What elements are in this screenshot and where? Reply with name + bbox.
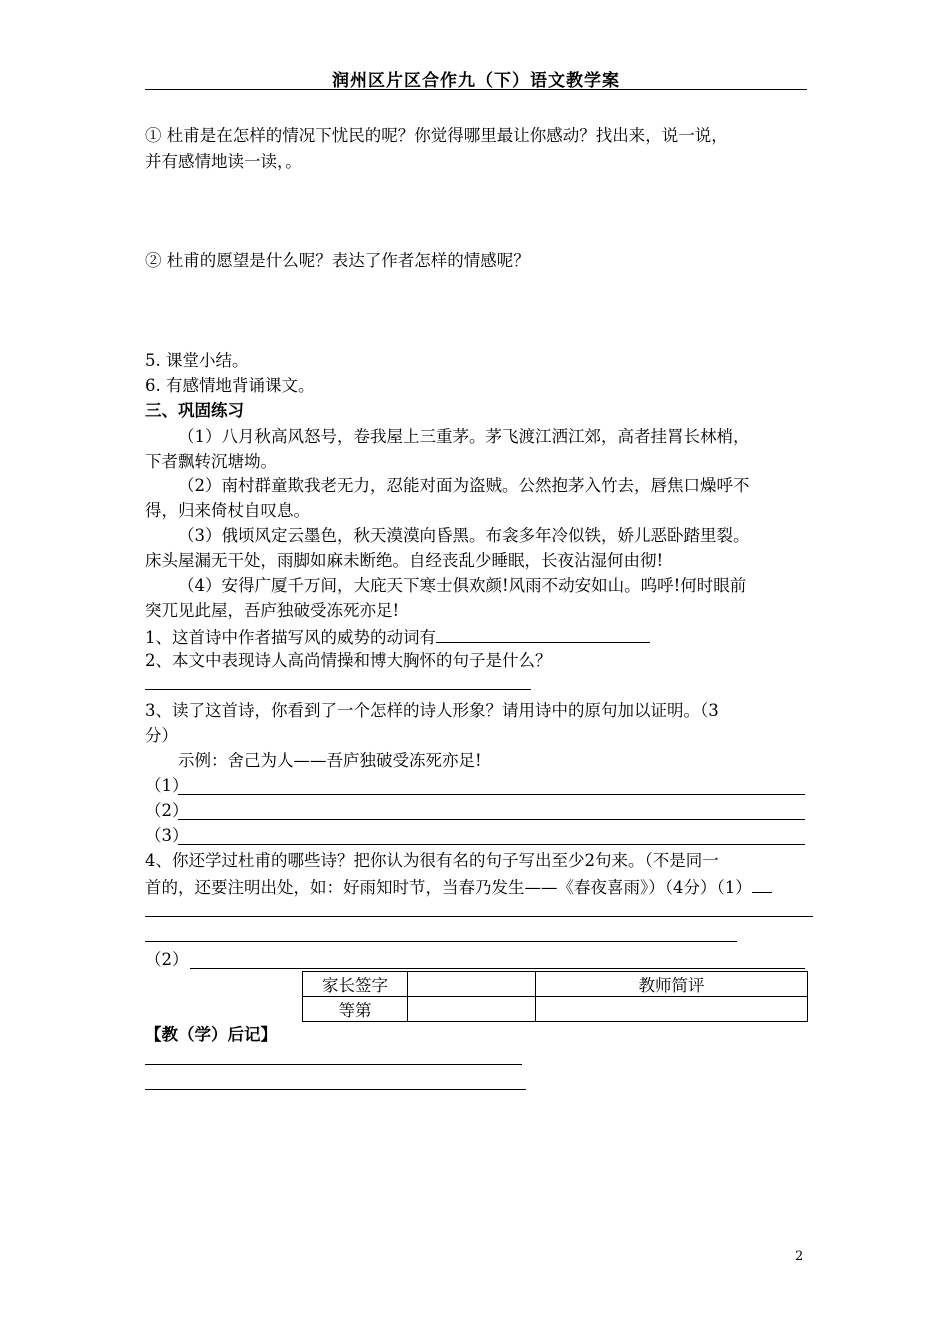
evaluation-table bbox=[302, 971, 808, 1022]
poem-stanza-3-line-1: （3）俄顷风定云墨色，秋天漠漠向昏黑。布衾多年冷似铁，娇儿恶卧踏里裂。 bbox=[178, 526, 750, 545]
header-rule bbox=[145, 89, 807, 90]
question-2: ② 杜甫的愿望是什么呢？表达了作者怎样的情感呢？ bbox=[145, 251, 530, 270]
teacher-comment-label: 教师简评 bbox=[536, 972, 808, 997]
exercise-3-answer-2-label: （2） bbox=[145, 801, 189, 820]
poem-stanza-2-line-1: （2）南村群童欺我老无力，忍能对面为盗贼。公然抱茅入竹去，唇焦口燥呼不 bbox=[178, 476, 750, 495]
poem-stanza-4-line-1: （4）安得广厦千万间，大庇天下寒士俱欢颜!风雨不动安如山。呜呼!何时眼前 bbox=[178, 576, 747, 595]
poem-stanza-4-line-2: 突兀见此屋，吾庐独破受冻死亦足! bbox=[145, 601, 400, 620]
exercise-3-answer-2-line[interactable] bbox=[178, 819, 805, 820]
exercise-1-text: 1、这首诗中作者描写风的威势的动词有 bbox=[145, 628, 436, 647]
poem-stanza-2-line-2: 得，归来倚杖自叹息。 bbox=[145, 501, 310, 520]
exercise-2-answer-line[interactable] bbox=[145, 689, 531, 690]
postscript-heading: 【教（学）后记】 bbox=[145, 1025, 277, 1044]
exercise-3-line-2: 分） bbox=[145, 726, 178, 745]
exercise-2: 2、本文中表现诗人高尚情操和博大胸怀的句子是什么？ bbox=[145, 651, 552, 670]
exercise-4-line-2-text: 首的，还要注明出处，如：好雨知时节，当春乃发生——《春夜喜雨》）（4分）（1） bbox=[145, 878, 752, 897]
section-3-heading: 三、巩固练习 bbox=[145, 401, 244, 420]
step-5: 5. 课堂小结。 bbox=[145, 351, 249, 370]
step-6: 6. 有感情地背诵课文。 bbox=[145, 376, 315, 395]
exercise-3-answer-1-line[interactable] bbox=[178, 794, 805, 795]
question-1-line-2: 并有感情地读一读，。 bbox=[145, 152, 302, 171]
evaluation-row-2 bbox=[303, 997, 808, 1022]
page-number: 2 bbox=[795, 1249, 804, 1264]
exercise-3-answer-3-line[interactable] bbox=[178, 844, 805, 845]
exercise-4-answer-2-line[interactable] bbox=[190, 968, 805, 969]
poem-stanza-1-line-2: 下者飘转沉塘坳。 bbox=[145, 452, 277, 471]
exercise-3-line-1: 3、读了这首诗，你看到了一个怎样的诗人形象？请用诗中的原句加以证明。（3 bbox=[145, 701, 719, 720]
postscript-line-1[interactable] bbox=[145, 1064, 522, 1065]
exercise-4-line-2 bbox=[145, 874, 772, 900]
exercise-4-answer-1-blank[interactable] bbox=[752, 874, 772, 893]
poem-stanza-3-line-2: 床头屋漏无干处，雨脚如麻未断绝。自经丧乱少睡眠，长夜沾湿何由彻! bbox=[145, 551, 664, 570]
exercise-4-line-1: 4、你还学过杜甫的哪些诗？把你认为很有名的句子写出至少2句来。（不是同一 bbox=[145, 851, 719, 870]
exercise-4-answer-2-label: （2） bbox=[145, 950, 189, 969]
exercise-4-answer-1-line-a[interactable] bbox=[145, 916, 813, 917]
parent-signature-label: 家长签字 bbox=[303, 972, 408, 997]
evaluation-row-1 bbox=[303, 972, 808, 997]
exercise-1-answer-blank[interactable] bbox=[436, 624, 650, 643]
exercise-4-answer-1-line-b[interactable] bbox=[145, 941, 737, 942]
exercise-3-answer-3-label: （3） bbox=[145, 826, 189, 845]
parent-signature-cell[interactable] bbox=[408, 972, 536, 997]
teacher-comment-cell[interactable] bbox=[536, 997, 808, 1022]
exercise-3-example: 示例：舍己为人——吾庐独破受冻死亦足! bbox=[178, 751, 482, 770]
page-header-title: 润州区片区合作九（下）语文教学案 bbox=[332, 71, 620, 91]
exercise-3-answer-1-label: （1） bbox=[145, 776, 189, 795]
question-1-line-1: ① 杜甫是在怎样的情况下忧民的呢？你觉得哪里最让你感动？找出来，说一说， bbox=[145, 126, 728, 145]
poem-stanza-1-line-1: （1）八月秋高风怒号，卷我屋上三重茅。茅飞渡江洒江郊，高者挂罥长林梢， bbox=[178, 427, 750, 446]
postscript-line-2[interactable] bbox=[145, 1089, 526, 1090]
exercise-1 bbox=[145, 624, 650, 650]
grade-label: 等第 bbox=[303, 997, 408, 1022]
grade-cell[interactable] bbox=[408, 997, 536, 1022]
